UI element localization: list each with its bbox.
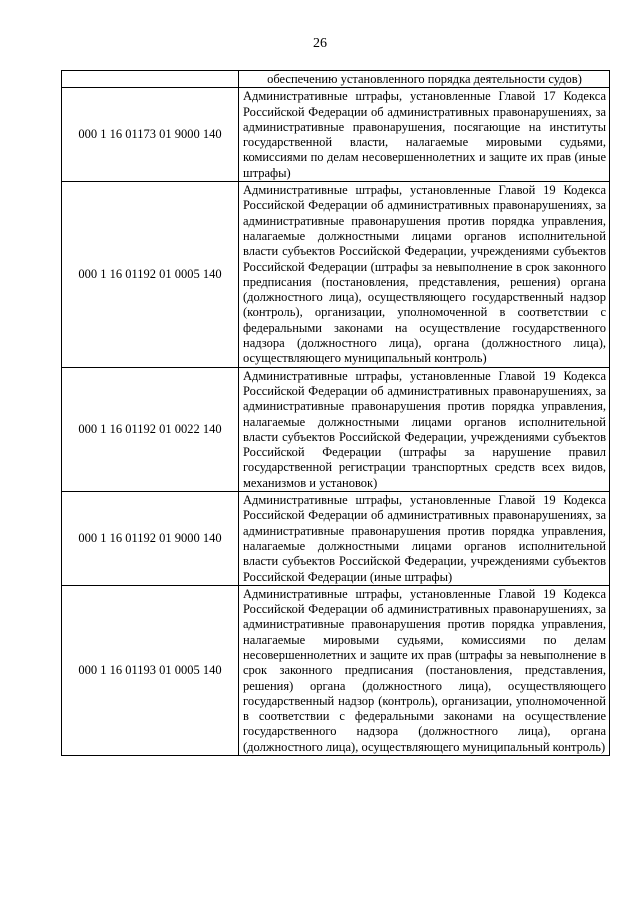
classification-description: Административные штрафы, установленные Главой 17 Кодекса Российской Федерации об административных правонарушениях, за административные правонарушения, посягающие на институты государственной власти, налагаемые мировыми судьями, комиссиями по делам несовершеннолетних и защите их прав (иные штрафы) xyxy=(239,88,610,182)
classification-description: Административные штрафы, установленные Главой 19 Кодекса Российской Федерации об административных правонарушениях, за административные правонарушения против порядка управления, налагаемые мировыми судьями, комиссиями по делам несовершеннолетних и защите их прав (штрафы за невыполнение в срок законного предписания (постановления, представления, решения) органа (должностного лица), осуществляющего государственный надзор (контроль), организации, уполномоченной в соответствии с федеральными законами на осуществление государственного надзора (должностного лица), органа (должностного лица), осуществляющего муниципальный контроль) xyxy=(239,585,610,755)
classification-description: Административные штрафы, установленные Главой 19 Кодекса Российской Федерации об административных правонарушениях, за административные правонарушения против порядка управления, налагаемые должностными лицами органов исполнительной власти субъектов Российской Федерации, учреждениями субъектов Российской Федерации (штрафы за невыполнение в срок законного предписания (постановления, представления, решения) органа (должностного лица), осуществляющего государственный надзор (контроль), организации, уполномоченной в соответствии с федеральными законами на осуществление государственного надзора (должностного лица), органа (должностного лица), осуществляющего муниципальный контроль) xyxy=(239,182,610,368)
table-row xyxy=(62,88,610,182)
table-row xyxy=(62,182,610,368)
page-number: 26 xyxy=(313,36,327,51)
classification-code: 000 1 16 01193 01 0005 140 xyxy=(62,585,239,755)
classification-description: Административные штрафы, установленные Главой 19 Кодекса Российской Федерации об административных правонарушениях, за административные правонарушения против порядка управления, налагаемые должностными лицами органов исполнительной власти субъектов Российской Федерации, учреждениями субъектов Российской Федерации (иные штрафы) xyxy=(239,492,610,586)
classification-description: Административные штрафы, установленные Главой 19 Кодекса Российской Федерации об административных правонарушениях, за административные правонарушения против порядка управления, налагаемые должностными лицами органов исполнительной власти субъектов Российской Федерации, учреждениями субъектов Российской Федерации (штрафы за нарушение правил государственной регистрации транспортных средств всех видов, механизмов и установок) xyxy=(239,367,610,491)
classification-code: 000 1 16 01192 01 0005 140 xyxy=(62,182,239,368)
classification-code: 000 1 16 01173 01 9000 140 xyxy=(62,88,239,182)
classification-code: 000 1 16 01192 01 9000 140 xyxy=(62,492,239,586)
description-continuation: обеспечению установленного порядка деятельности судов) xyxy=(239,71,610,88)
budget-classification-table xyxy=(61,70,610,756)
table-row-continuation xyxy=(62,71,610,88)
table-row xyxy=(62,585,610,755)
table-row xyxy=(62,367,610,491)
classification-code: 000 1 16 01192 01 0022 140 xyxy=(62,367,239,491)
table-row xyxy=(62,492,610,586)
code-cell-empty xyxy=(62,71,239,88)
